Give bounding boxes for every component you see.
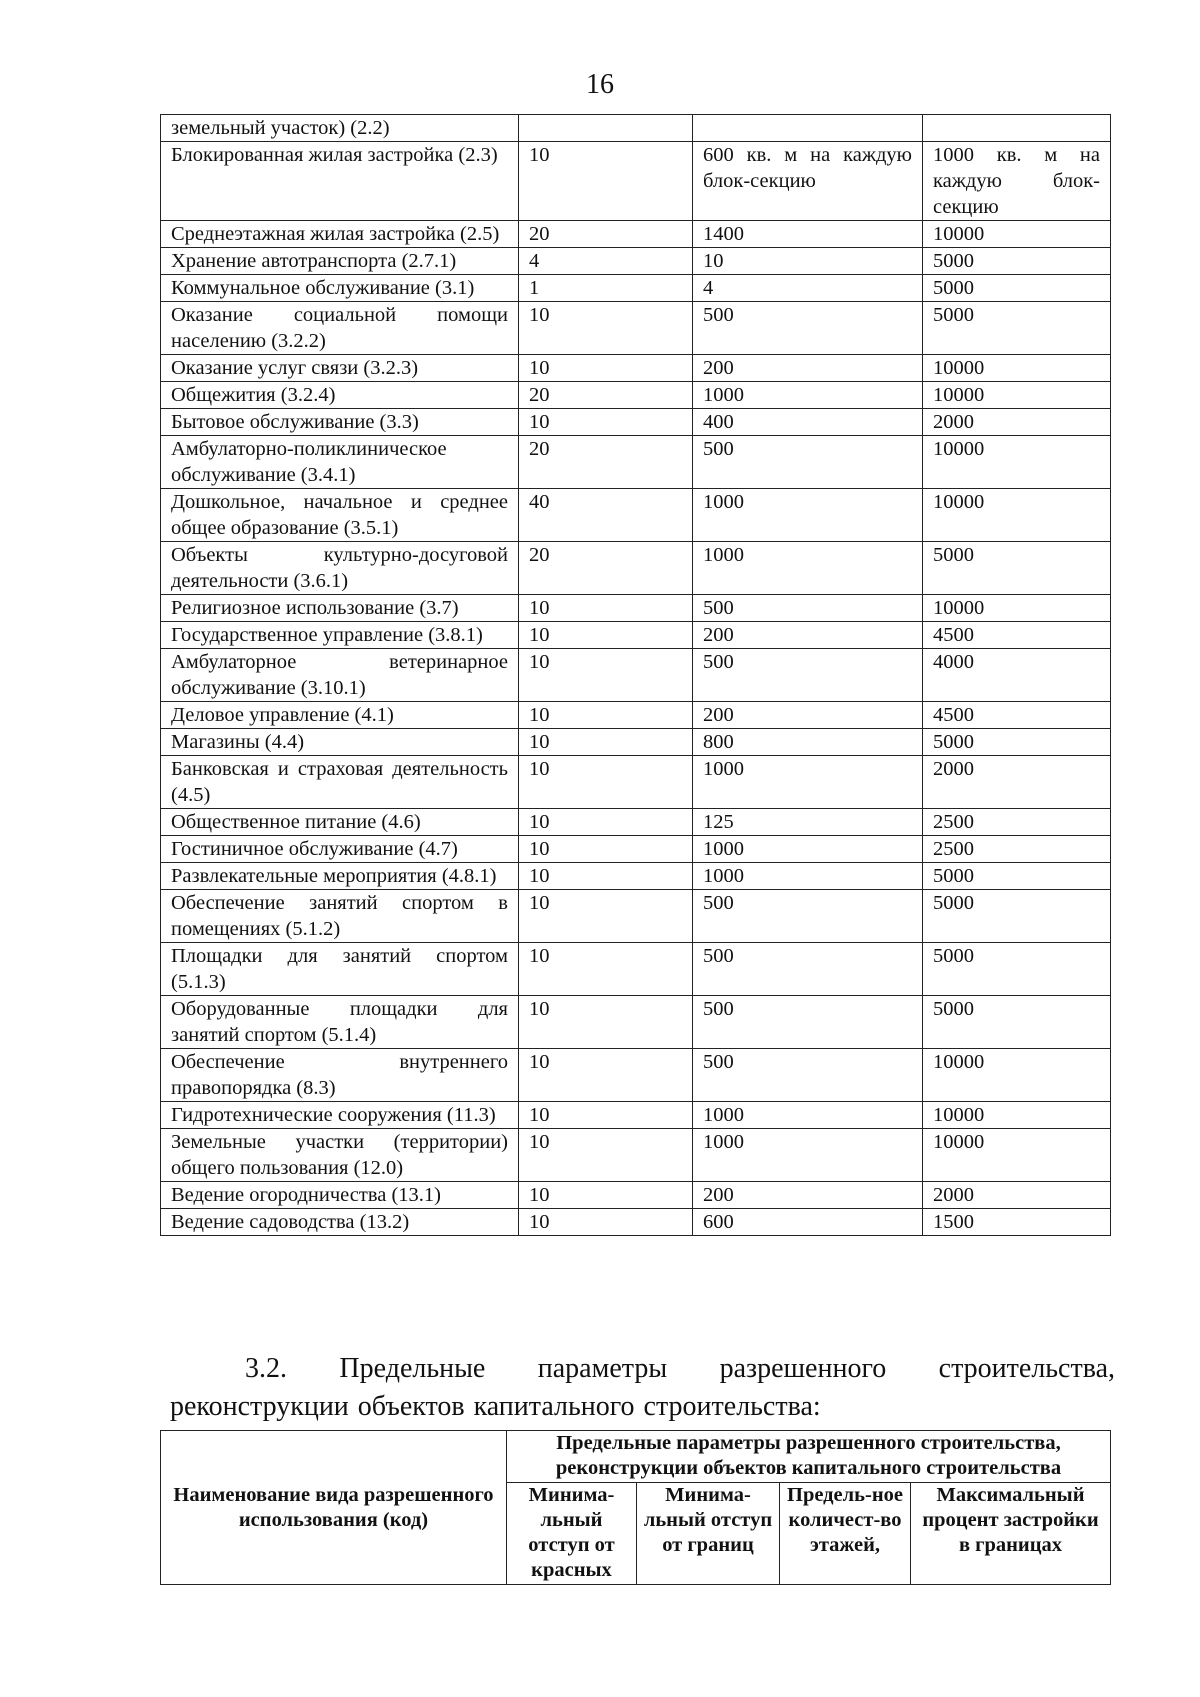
- min-width-cell: 10: [519, 649, 693, 702]
- min-width-cell: 10: [519, 729, 693, 756]
- min-area-cell: 1000: [693, 1129, 923, 1182]
- min-area-cell: 600: [693, 1209, 923, 1236]
- usage-type-cell: Ведение садоводства (13.2): [161, 1209, 519, 1236]
- usage-type-cell: земельный участок) (2.2): [161, 115, 519, 142]
- min-width-cell: 20: [519, 382, 693, 409]
- min-width-cell: 10: [519, 142, 693, 221]
- min-area-cell: 500: [693, 996, 923, 1049]
- min-width-cell: 10: [519, 996, 693, 1049]
- page-number: 16: [586, 69, 614, 100]
- table-row: [161, 622, 1111, 649]
- min-width-cell: 10: [519, 756, 693, 809]
- max-area-cell: 4500: [923, 622, 1111, 649]
- min-boundary-setback-header: Минима-льный отступ от границ: [637, 1483, 780, 1585]
- min-width-cell: 10: [519, 302, 693, 355]
- table-row: [161, 409, 1111, 436]
- table-row: [161, 275, 1111, 302]
- usage-type-cell: Земельные участки (территории) общего пользования (12.0): [161, 1129, 519, 1182]
- min-area-cell: 200: [693, 702, 923, 729]
- table-row: [161, 649, 1111, 702]
- usage-type-cell: Оказание социальной помощи населению (3.2.2): [161, 302, 519, 355]
- min-width-cell: 10: [519, 1049, 693, 1102]
- max-area-cell: 5000: [923, 729, 1111, 756]
- table-row: [161, 996, 1111, 1049]
- min-width-cell: 10: [519, 890, 693, 943]
- max-area-cell: 10000: [923, 1129, 1111, 1182]
- usage-type-cell: Общежития (3.2.4): [161, 382, 519, 409]
- min-width-cell: 4: [519, 248, 693, 275]
- min-area-cell: 200: [693, 1182, 923, 1209]
- max-area-cell: 2500: [923, 836, 1111, 863]
- min-width-cell: [519, 115, 693, 142]
- min-area-cell: 1000: [693, 1102, 923, 1129]
- table-row: [161, 836, 1111, 863]
- max-area-cell: 5000: [923, 275, 1111, 302]
- min-width-cell: 20: [519, 542, 693, 595]
- max-area-cell: 10000: [923, 355, 1111, 382]
- min-area-cell: 200: [693, 355, 923, 382]
- max-area-cell: 10000: [923, 1102, 1111, 1129]
- min-area-cell: 600 кв. м на каждую блок-секцию: [693, 142, 923, 221]
- table-row: [161, 221, 1111, 248]
- table-row: [161, 1182, 1111, 1209]
- max-area-cell: 4500: [923, 702, 1111, 729]
- min-width-cell: 10: [519, 595, 693, 622]
- usage-type-cell: Бытовое обслуживание (3.3): [161, 409, 519, 436]
- min-width-cell: 10: [519, 622, 693, 649]
- min-area-cell: 1400: [693, 221, 923, 248]
- usage-type-cell: Деловое управление (4.1): [161, 702, 519, 729]
- usage-type-cell: Гостиничное обслуживание (4.7): [161, 836, 519, 863]
- usage-type-cell: Гидротехнические сооружения (11.3): [161, 1102, 519, 1129]
- table-row: [161, 1129, 1111, 1182]
- min-width-cell: 10: [519, 863, 693, 890]
- table-row: [161, 115, 1111, 142]
- min-area-cell: 500: [693, 1049, 923, 1102]
- table-row: [161, 1102, 1111, 1129]
- table-row: [161, 863, 1111, 890]
- usage-type-cell: Дошкольное, начальное и среднее общее образование (3.5.1): [161, 489, 519, 542]
- usage-type-cell: Обеспечение занятий спортом в помещениях (5.1.2): [161, 890, 519, 943]
- max-area-cell: 1000 кв. м на каждую блок-секцию: [923, 142, 1111, 221]
- table-row: [161, 809, 1111, 836]
- table-row: [161, 142, 1111, 221]
- table-row: [161, 702, 1111, 729]
- min-area-cell: 400: [693, 409, 923, 436]
- min-width-cell: 10: [519, 409, 693, 436]
- min-area-cell: 1000: [693, 542, 923, 595]
- min-width-cell: 20: [519, 221, 693, 248]
- usage-type-cell: Магазины (4.4): [161, 729, 519, 756]
- max-area-cell: 5000: [923, 996, 1111, 1049]
- usage-type-cell: Оказание услуг связи (3.2.3): [161, 355, 519, 382]
- min-width-cell: 10: [519, 355, 693, 382]
- table-row: [161, 436, 1111, 489]
- min-width-cell: 10: [519, 1182, 693, 1209]
- max-area-cell: 5000: [923, 302, 1111, 355]
- usage-type-cell: Религиозное использование (3.7): [161, 595, 519, 622]
- usage-type-cell: Среднеэтажная жилая застройка (2.5): [161, 221, 519, 248]
- min-area-cell: 500: [693, 943, 923, 996]
- table-row: [161, 302, 1111, 355]
- min-area-cell: 1000: [693, 863, 923, 890]
- table-row: [161, 756, 1111, 809]
- min-width-cell: 10: [519, 836, 693, 863]
- usage-type-cell: Оборудованные площадки для занятий спортом (5.1.4): [161, 996, 519, 1049]
- max-area-cell: 2500: [923, 809, 1111, 836]
- max-area-cell: 10000: [923, 489, 1111, 542]
- usage-type-cell: Развлекательные мероприятия (4.8.1): [161, 863, 519, 890]
- usage-type-cell: Площадки для занятий спортом (5.1.3): [161, 943, 519, 996]
- min-area-cell: 1000: [693, 382, 923, 409]
- min-area-cell: 500: [693, 649, 923, 702]
- min-area-cell: 1000: [693, 489, 923, 542]
- min-width-cell: 40: [519, 489, 693, 542]
- table-row: [161, 1049, 1111, 1102]
- usage-type-cell: Общественное питание (4.6): [161, 809, 519, 836]
- table-row: [161, 890, 1111, 943]
- max-area-cell: 10000: [923, 1049, 1111, 1102]
- table-row: [161, 382, 1111, 409]
- max-area-cell: 2000: [923, 1182, 1111, 1209]
- usage-type-cell: Амбулаторно-поликлиническое обслуживание (3.4.1): [161, 436, 519, 489]
- min-area-cell: 10: [693, 248, 923, 275]
- table-row: [161, 943, 1111, 996]
- usage-type-cell: Блокированная жилая застройка (2.3): [161, 142, 519, 221]
- table-row: [161, 248, 1111, 275]
- max-area-cell: 5000: [923, 542, 1111, 595]
- max-area-cell: 5000: [923, 943, 1111, 996]
- section-heading: 3.2. Предельные параметры разрешенного строительства, реконструкции объектов капитального строительства:: [170, 1353, 1115, 1422]
- usage-type-cell: Банковская и страховая деятельность (4.5): [161, 756, 519, 809]
- max-area-cell: 2000: [923, 756, 1111, 809]
- min-area-cell: 4: [693, 275, 923, 302]
- max-area-cell: 10000: [923, 436, 1111, 489]
- max-area-cell: 2000: [923, 409, 1111, 436]
- max-floors-header: Предель-ное количест-во этажей,: [780, 1483, 911, 1585]
- min-red-line-setback-header: Минима-льный отступ от красных: [507, 1483, 637, 1585]
- usage-type-cell: Обеспечение внутреннего правопорядка (8.3): [161, 1049, 519, 1102]
- min-width-cell: 10: [519, 702, 693, 729]
- max-area-cell: 10000: [923, 595, 1111, 622]
- min-width-cell: 10: [519, 1129, 693, 1182]
- min-area-cell: [693, 115, 923, 142]
- min-width-cell: 10: [519, 1102, 693, 1129]
- usage-type-cell: Ведение огородничества (13.1): [161, 1182, 519, 1209]
- usage-type-cell: Амбулаторное ветеринарное обслуживание (3.10.1): [161, 649, 519, 702]
- min-width-cell: 10: [519, 809, 693, 836]
- max-area-cell: 10000: [923, 382, 1111, 409]
- limit-parameters-header: Предельные параметры разрешенного строительства, реконструкции объектов капитального строительства: [507, 1431, 1111, 1483]
- max-area-cell: 5000: [923, 890, 1111, 943]
- usage-type-cell: Объекты культурно-досуговой деятельности (3.6.1): [161, 542, 519, 595]
- usage-type-header: Наименование вида разрешенного использования (код): [161, 1431, 507, 1585]
- min-area-cell: 500: [693, 436, 923, 489]
- table-row: [161, 489, 1111, 542]
- max-area-cell: 1500: [923, 1209, 1111, 1236]
- usage-type-cell: Хранение автотранспорта (2.7.1): [161, 248, 519, 275]
- min-area-cell: 500: [693, 595, 923, 622]
- table-row: [161, 355, 1111, 382]
- min-width-cell: 1: [519, 275, 693, 302]
- min-area-cell: 500: [693, 302, 923, 355]
- min-area-cell: 1000: [693, 756, 923, 809]
- table-row: [161, 542, 1111, 595]
- table-row: [161, 729, 1111, 756]
- max-area-cell: 10000: [923, 221, 1111, 248]
- table-row: [161, 595, 1111, 622]
- min-area-cell: 125: [693, 809, 923, 836]
- min-area-cell: 200: [693, 622, 923, 649]
- max-area-cell: 4000: [923, 649, 1111, 702]
- min-area-cell: 500: [693, 890, 923, 943]
- min-area-cell: 800: [693, 729, 923, 756]
- usage-type-cell: Коммунальное обслуживание (3.1): [161, 275, 519, 302]
- usage-type-cell: Государственное управление (3.8.1): [161, 622, 519, 649]
- min-width-cell: 10: [519, 943, 693, 996]
- table-row: [161, 1209, 1111, 1236]
- min-width-cell: 20: [519, 436, 693, 489]
- max-coverage-header: Максимальный процент застройки в границах: [911, 1483, 1111, 1585]
- min-area-cell: 1000: [693, 836, 923, 863]
- max-area-cell: 5000: [923, 863, 1111, 890]
- max-area-cell: [923, 115, 1111, 142]
- max-area-cell: 5000: [923, 248, 1111, 275]
- min-width-cell: 10: [519, 1209, 693, 1236]
- land-use-parameters-table: [160, 114, 1111, 1236]
- construction-parameters-table: [160, 1430, 1111, 1585]
